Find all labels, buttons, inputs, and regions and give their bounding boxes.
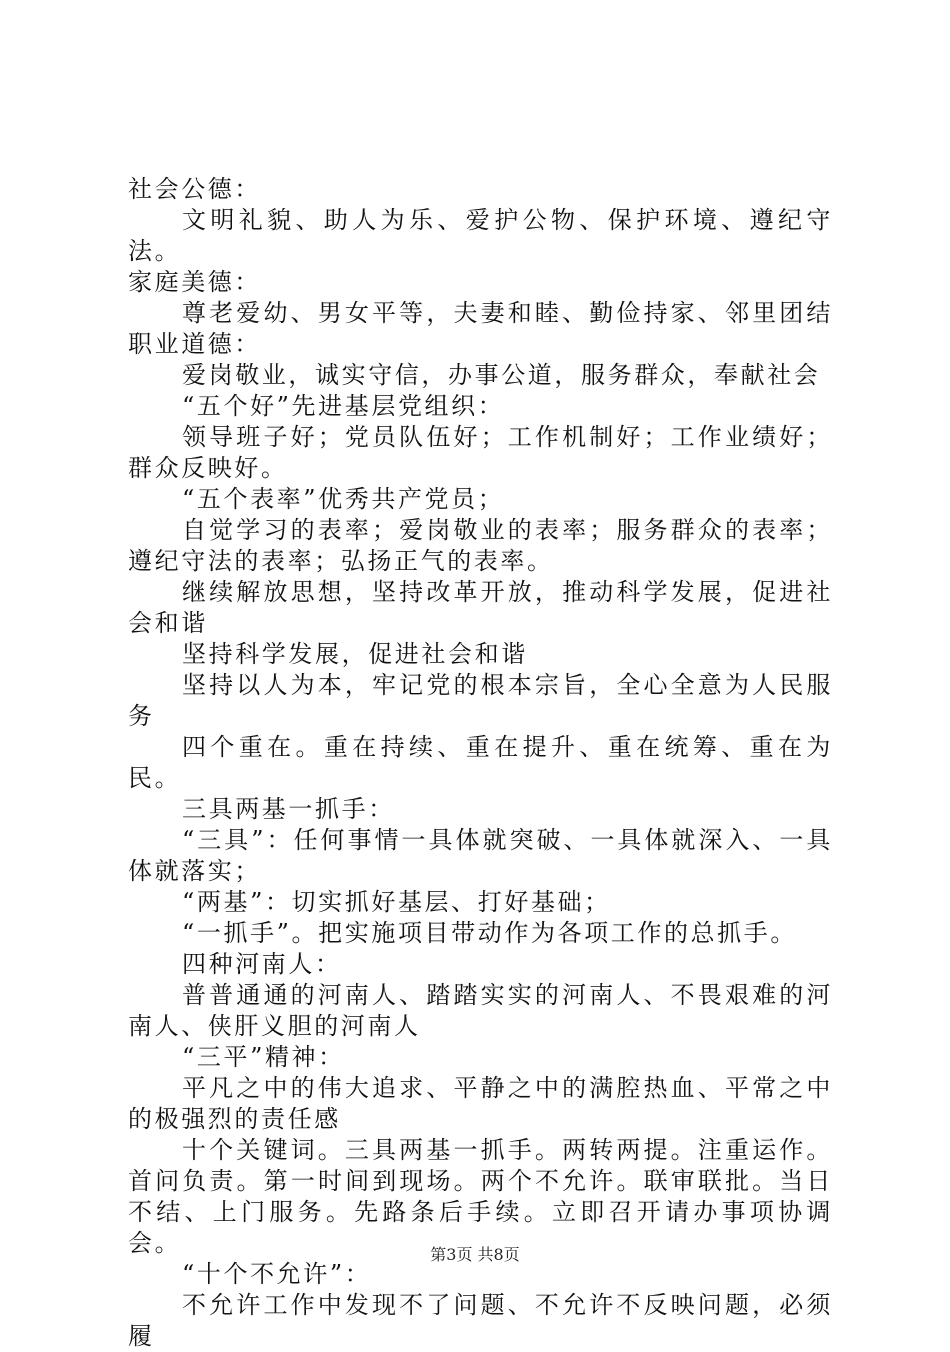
paragraph: “三平”精神： xyxy=(182,1043,345,1071)
paragraph: “一抓手”。把实施项目带动作为各项工作的总抓手。 xyxy=(182,919,797,947)
paragraph: 文明礼貌、助人为乐、爱护公物、保护环境、遵纪守法。 xyxy=(128,206,833,265)
paragraph: 尊老爱幼、男女平等，夫妻和睦、勤俭持家、邻里团结职业道德： xyxy=(128,299,833,358)
paragraph: 坚持科学发展，促进社会和谐 xyxy=(182,640,528,668)
paragraph: 继续解放思想，坚持改革开放，推动科学发展，促进社会和谐 xyxy=(128,578,833,637)
paragraph: 四种河南人： xyxy=(182,950,342,978)
paragraph: 平凡之中的伟大追求、平静之中的满腔热血、平常之中的极强烈的责任感 xyxy=(128,1074,833,1133)
paragraph: “三具”：任何事情一具体就突破、一具体就深入、一具体就落实； xyxy=(128,826,833,885)
paragraph: 四个重在。重在持续、重在提升、重在统筹、重在为民。 xyxy=(128,733,833,792)
page-footer: 第3页 共8页 xyxy=(430,1245,520,1264)
paragraph: 自觉学习的表率；爱岗敬业的表率；服务群众的表率；遵纪守法的表率；弘扬正气的表率。 xyxy=(128,516,833,575)
paragraph: 普普通通的河南人、踏踏实实的河南人、不畏艰难的河南人、侠肝义胆的河南人 xyxy=(128,981,833,1040)
paragraph: 三具两基一抓手： xyxy=(182,795,395,823)
paragraph: 家庭美德： xyxy=(128,268,261,296)
paragraph: 坚持以人为本，牢记党的根本宗旨，全心全意为人民服务 xyxy=(128,671,833,730)
paragraph: “两基”：切实抓好基层、打好基础； xyxy=(182,888,611,916)
paragraph: “五个表率”优秀共产党员； xyxy=(182,485,505,513)
paragraph: 领导班子好；党员队伍好；工作机制好；工作业绩好；群众反映好。 xyxy=(128,423,833,482)
paragraph: 社会公德： xyxy=(128,175,261,203)
paragraph: “五个好”先进基层党组织： xyxy=(182,392,505,420)
paragraph: 不允许工作中发现不了问题、不允许不反映问题，必须履 xyxy=(128,1291,833,1350)
document-body xyxy=(128,174,833,1352)
paragraph: 爱岗敬业，诚实守信，办事公道，服务群众，奉献社会 xyxy=(182,361,821,389)
paragraph: 十个关键词。三具两基一抓手。两转两提。注重运作。首问负责。第一时间到现场。两个不允许。联审联批。当日不结、上门服务。先路条后手续。立即召开请办事项协调会。 xyxy=(128,1136,833,1257)
paragraph: “十个不允许”： xyxy=(182,1260,372,1288)
